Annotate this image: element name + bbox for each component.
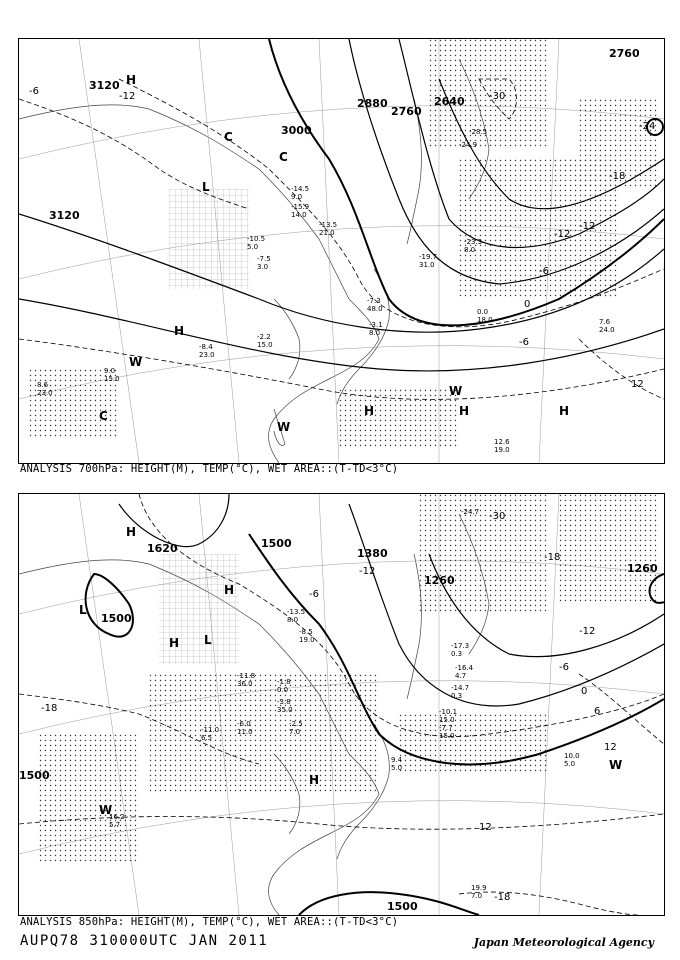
caption-850hpa: ANALYSIS 850hPa: HEIGHT(M), TEMP(°C), WET AREA::(T-TD<3°C) [20, 916, 399, 928]
height-label: 2760 [391, 105, 422, 118]
temp-label: -18 [544, 552, 561, 563]
pressure-center-label: H [309, 773, 320, 787]
pressure-center-label: C [279, 150, 288, 164]
pressure-center-label: H [126, 73, 137, 87]
height-label: 1260 [627, 562, 658, 575]
height-label: 1500 [261, 537, 292, 550]
wet-area [419, 494, 549, 614]
station-value: -14.5 [291, 185, 310, 193]
temp-label: -6 [559, 662, 569, 673]
pressure-center-label: C [99, 409, 108, 423]
temp-label: -6 [309, 589, 319, 600]
temp-label: -6 [519, 337, 529, 348]
temp-label: -12 [554, 229, 571, 240]
station-value: 7.6 [599, 318, 611, 326]
map-850hpa [19, 494, 664, 915]
station-value: -28.5 [469, 128, 488, 136]
height-label: 1620 [147, 542, 178, 555]
pressure-center-label: H [459, 404, 470, 418]
pressure-center-label: W [277, 420, 291, 434]
station-value: -7.7 [439, 724, 453, 732]
station-value: 16.2 [109, 813, 125, 821]
station-value: 15.0 [104, 375, 120, 383]
wet-area [339, 389, 459, 449]
temp-label: -12 [579, 221, 596, 232]
station-value: 8.0 [287, 616, 299, 624]
temp-label: -30 [489, 91, 506, 102]
station-value: 3.0 [257, 263, 269, 271]
station-value: -13.5 [287, 608, 306, 616]
station-value: -13.5 [319, 221, 338, 229]
pressure-center-label: H [169, 636, 180, 650]
temp-label: 6 [594, 706, 601, 717]
station-value: 9.0 [104, 367, 116, 375]
height-label: 1380 [357, 547, 388, 560]
temp-label: 12 [479, 822, 492, 833]
height-label: 3120 [89, 79, 120, 92]
temp-label: 12 [631, 379, 644, 390]
height-label: 1500 [387, 900, 418, 913]
station-value: 8.6 [37, 381, 49, 389]
station-value: 15.0 [439, 716, 455, 724]
station-value: -14.7 [451, 684, 470, 692]
pressure-center-label: H [224, 583, 235, 597]
pressure-center-label: W [99, 803, 113, 817]
wet-areas [39, 494, 659, 864]
temp-label: -12 [579, 626, 596, 637]
station-value: 6.5 [201, 734, 213, 742]
station-value: 8.0 [369, 329, 381, 337]
station-value: 19.0 [299, 636, 315, 644]
pressure-center-label: W [449, 384, 463, 398]
temp-contour [579, 339, 664, 399]
height-label: 3120 [49, 209, 80, 222]
temp-label: -18 [41, 703, 58, 714]
wet-area [169, 189, 249, 289]
station-value: -19.7 [419, 253, 438, 261]
height-label: 3000 [281, 124, 312, 137]
station-value: 5.0 [391, 764, 403, 772]
station-value: -23.3 [464, 238, 483, 246]
station-value: 21.0 [319, 229, 335, 237]
station-value: 12.6 [494, 438, 510, 446]
temp-label: -6 [539, 266, 549, 277]
temp-label: -12 [359, 566, 376, 577]
station-value: 19.0 [494, 446, 510, 454]
meridian [319, 39, 339, 463]
station-value: 15.0 [257, 341, 273, 349]
station-value: 0.3 [451, 650, 463, 658]
station-value: 7.0 [471, 892, 483, 900]
coastline-korea [274, 299, 300, 379]
station-value: 0.3 [451, 692, 463, 700]
pressure-center-label: L [202, 180, 210, 194]
station-value: -7.3 [367, 297, 381, 305]
wet-area [39, 734, 139, 864]
station-value: 4.7 [455, 672, 467, 680]
height-label: 2880 [357, 97, 388, 110]
station-value: -10.5 [247, 235, 266, 243]
station-value: -16.4 [455, 664, 474, 672]
station-value: -6.0 [237, 720, 251, 728]
height-contour-3120-south [19, 299, 664, 371]
station-value: -15.9 [291, 203, 310, 211]
pressure-center-label: L [79, 603, 87, 617]
station-value: 23.0 [199, 351, 215, 359]
map-700hpa [19, 39, 664, 463]
station-value: 36.0 [237, 680, 253, 688]
station-value: 8.0 [464, 246, 476, 254]
height-label: 1500 [101, 612, 132, 625]
station-value: -2.5 [289, 720, 303, 728]
height-contour-1500-west [86, 574, 133, 637]
station-value: 19.9 [471, 884, 487, 892]
station-value: -17.3 [451, 642, 470, 650]
station-value: 48.0 [367, 305, 383, 313]
chart-identifier: AUPQ78 310000UTC JAN 2011 [20, 933, 269, 949]
temp-label: 12 [604, 742, 617, 753]
pressure-center-label: H [126, 525, 137, 539]
pressure-center-label: H [364, 404, 375, 418]
station-value: 9.4 [391, 756, 403, 764]
station-value: 35.0 [277, 706, 293, 714]
pressure-center-label: W [609, 758, 623, 772]
pressure-center-label: L [204, 633, 212, 647]
height-label: 2640 [434, 95, 465, 108]
station-value: -7.5 [257, 255, 271, 263]
temp-label: -18 [494, 892, 511, 903]
pressure-center-label: W [129, 355, 143, 369]
station-value: -11.0 [201, 726, 220, 734]
station-value: -3.8 [277, 698, 291, 706]
coastline-japan [337, 269, 389, 404]
pressure-center-label: C [224, 130, 233, 144]
station-value: 24.0 [599, 326, 615, 334]
pressure-center-label: H [174, 324, 185, 338]
station-value: 11.0 [237, 728, 253, 736]
temp-label: -24 [639, 121, 656, 132]
station-value: -2.2 [257, 333, 271, 341]
temp-label: -12 [119, 91, 136, 102]
station-value: 0.0 [477, 308, 489, 316]
station-value: 5.0 [247, 243, 259, 251]
station-value: -1.8 [277, 678, 291, 686]
station-value: -3.1 [369, 321, 383, 329]
station-value: 7.0 [289, 728, 301, 736]
station-value: 18.0 [477, 316, 493, 324]
station-value: -11.8 [237, 672, 256, 680]
temp-label: -18 [609, 171, 626, 182]
caption-700hpa: ANALYSIS 700hPa: HEIGHT(M), TEMP(°C), WET AREA::(T-TD<3°C) [20, 463, 399, 475]
station-value: -10.1 [439, 708, 458, 716]
station-value: 31.0 [419, 261, 435, 269]
station-value: 14.0 [291, 211, 307, 219]
parallel [19, 106, 664, 159]
station-value: 15.0 [439, 732, 455, 740]
station-value: 23.0 [37, 389, 53, 397]
temp-label: -6 [29, 86, 39, 97]
height-label: 1500 [19, 769, 50, 782]
station-value: 0.0 [277, 686, 289, 694]
station-value: 5.0 [564, 760, 576, 768]
station-value: 5.7 [109, 821, 121, 829]
wet-area [559, 494, 659, 604]
station-value: -24.7 [461, 508, 480, 516]
station-value: 10.0 [564, 752, 580, 760]
station-value: -8.4 [199, 343, 213, 351]
station-value: -8.5 [299, 628, 313, 636]
map-panel-850hpa [18, 493, 665, 916]
pressure-center-label: H [559, 404, 570, 418]
temp-contour [459, 892, 639, 915]
height-label: 2760 [609, 47, 640, 60]
map-panel-700hpa [18, 38, 665, 464]
height-label: 1260 [424, 574, 455, 587]
station-value: 9.0 [291, 193, 303, 201]
temp-label: -30 [489, 511, 506, 522]
temp-label: 0 [581, 686, 588, 697]
agency-name: Japan Meteorological Agency [473, 936, 654, 949]
station-value: -24.9 [459, 141, 478, 149]
temp-label: 0 [524, 299, 531, 310]
